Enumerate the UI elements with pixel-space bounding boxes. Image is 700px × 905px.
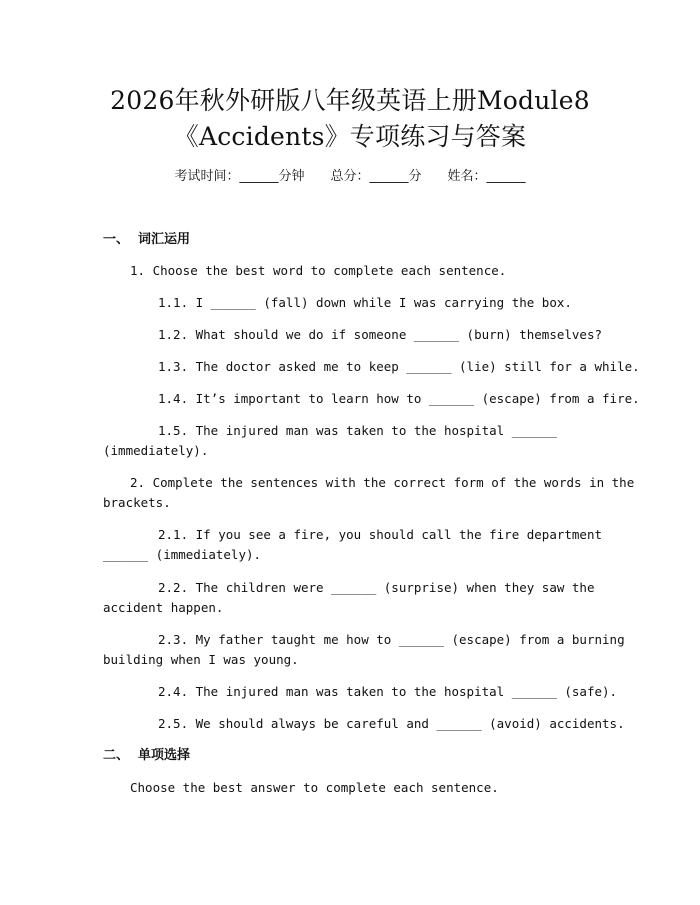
- exam-time-field: 考试时间：______分钟: [174, 169, 305, 184]
- exam-info: [0, 167, 700, 187]
- question-item-1-4: 1.4. It’s important to learn how to ______ (escape) from a fire.: [158, 391, 640, 406]
- question-item-1-3: 1.3. The doctor asked me to keep ______ (lie) still for a while.: [158, 359, 640, 374]
- question-item-1-2: 1.2. What should we do if someone ______ (burn) themselves?: [158, 327, 603, 342]
- question-1-instruction: 1. Choose the best word to complete each sentence.: [130, 263, 507, 278]
- section-2-heading: 二、 单项选择: [103, 748, 191, 763]
- question-item-1-5-continued: (immediately).: [103, 443, 209, 458]
- question-item-2-3-continued: building when I was young.: [103, 652, 299, 667]
- document-title-line-1: 2026年秋外研版八年级英语上册Module8: [110, 86, 590, 115]
- question-item-2-1: 2.1. If you see a fire, you should call the fire department: [158, 527, 603, 542]
- document-title-line-2: 《Accidents》专项练习与答案: [173, 122, 527, 151]
- question-item-2-2: 2.2. The children were ______ (surprise) when they saw the: [158, 580, 595, 595]
- question-item-2-5: 2.5. We should always be careful and ______ (avoid) accidents.: [158, 716, 625, 731]
- question-item-2-3: 2.3. My father taught me how to ______ (escape) from a burning: [158, 632, 625, 647]
- section-2-instruction: Choose the best answer to complete each sentence.: [130, 780, 499, 795]
- question-item-1-5: 1.5. The injured man was taken to the hospital ______: [158, 423, 557, 438]
- section-1-heading: 一、 词汇运用: [103, 232, 191, 247]
- question-2-instruction: 2. Complete the sentences with the correct form of the words in the: [130, 475, 635, 490]
- question-item-2-4: 2.4. The injured man was taken to the hospital ______ (safe).: [158, 684, 618, 699]
- question-2-instruction-continued: brackets.: [103, 495, 171, 510]
- question-item-2-2-continued: accident happen.: [103, 600, 224, 615]
- exam-score-field: 总分：______分: [330, 169, 422, 184]
- exam-name-field: 姓名：______: [447, 169, 526, 184]
- question-item-2-1-continued: ______ (immediately).: [103, 547, 262, 562]
- question-item-1-1: 1.1. I ______ (fall) down while I was carrying the box.: [158, 295, 572, 310]
